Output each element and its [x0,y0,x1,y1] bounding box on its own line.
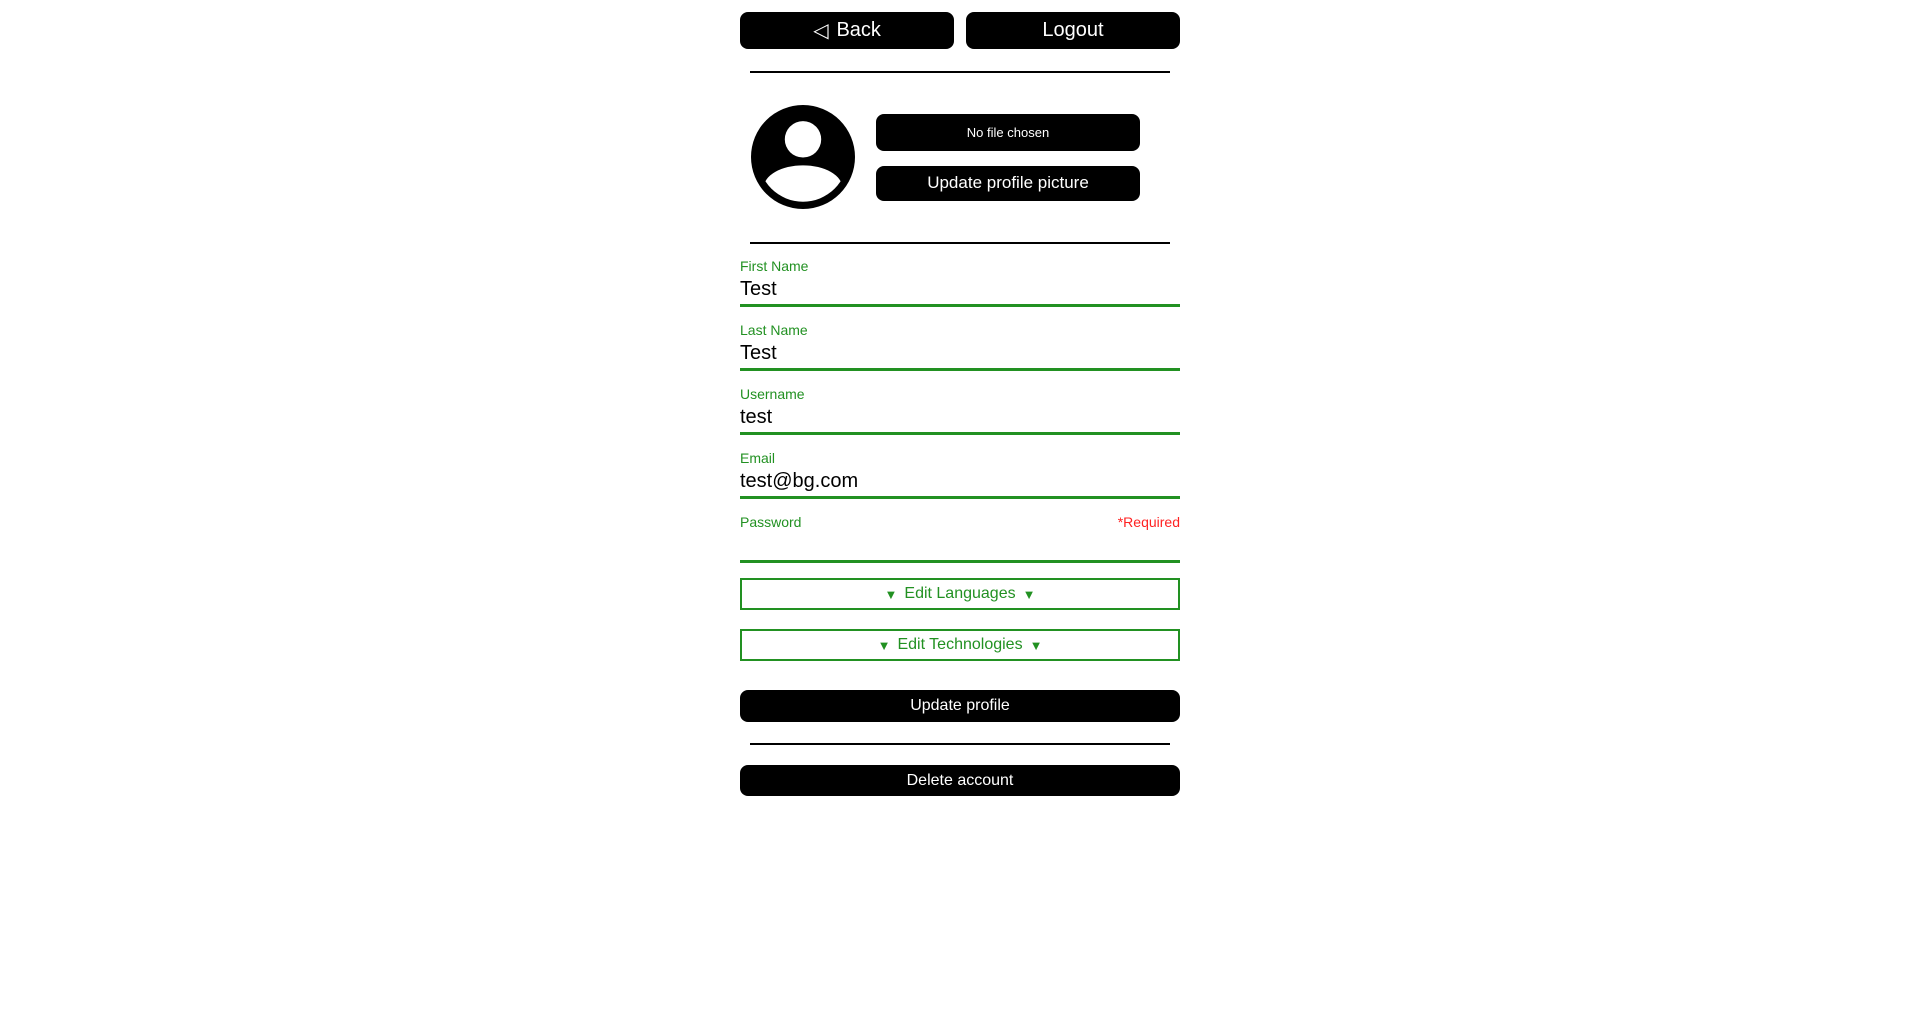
edit-technologies-label: Edit Technologies [897,636,1023,653]
edit-languages-button[interactable] [740,578,1180,610]
last-name-label: Last Name [740,322,808,338]
first-name-input[interactable] [740,275,1180,307]
required-note: *Required [1117,514,1180,530]
divider [750,242,1170,244]
chevron-down-icon: ▼ [877,637,891,653]
back-button[interactable] [740,12,954,49]
file-input-status: No file chosen [966,124,1050,140]
update-profile-picture-button[interactable] [876,166,1140,201]
username-input[interactable] [740,403,1180,435]
username-label: Username [740,386,805,402]
back-button-label: Back [836,19,881,41]
file-input[interactable] [876,114,1140,151]
edit-languages-label: Edit Languages [904,585,1016,602]
account-circle-icon [751,105,855,209]
email-input[interactable] [740,467,1180,499]
profile-page [740,0,1180,796]
email-field [740,450,1180,499]
back-triangle-icon: ◁ [813,20,829,42]
profile-form [740,258,1180,722]
logout-button[interactable] [966,12,1180,49]
password-input[interactable] [740,531,1180,563]
update-profile-button[interactable] [740,690,1180,722]
header [740,12,1180,49]
last-name-input[interactable] [740,339,1180,371]
profile-picture-section [740,105,1180,209]
password-field [740,514,1180,563]
delete-account-button[interactable] [740,765,1180,796]
update-profile-label: Update profile [910,697,1010,714]
chevron-down-icon: ▼ [1029,637,1043,653]
chevron-down-icon: ▼ [1022,586,1036,602]
first-name-label: First Name [740,258,809,274]
edit-technologies-button[interactable] [740,629,1180,661]
email-label: Email [740,450,776,466]
chevron-down-icon: ▼ [884,586,898,602]
divider [750,743,1170,745]
divider [750,71,1170,73]
password-label: Password [740,514,802,530]
username-field [740,386,1180,435]
update-profile-picture-label: Update profile picture [927,173,1089,192]
last-name-field [740,322,1180,371]
logout-button-label: Logout [1042,19,1104,41]
first-name-field [740,258,1180,307]
picture-buttons [876,114,1140,201]
delete-account-label: Delete account [906,771,1014,789]
